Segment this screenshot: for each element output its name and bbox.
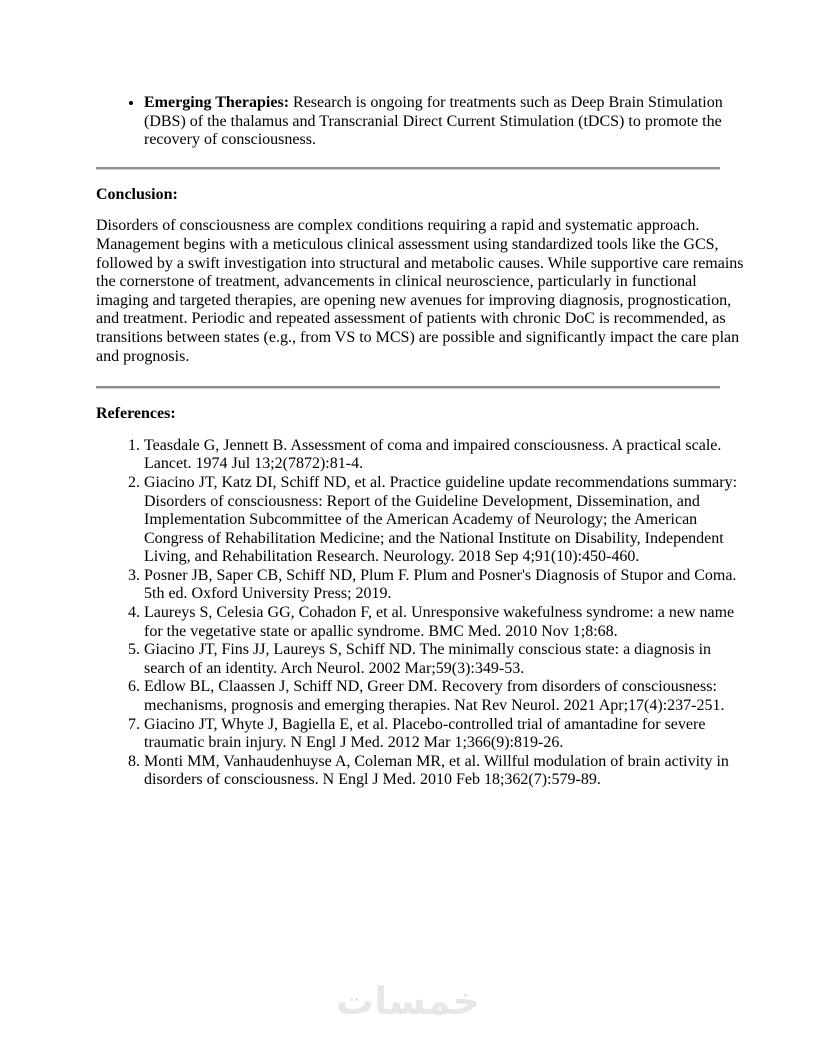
reference-item-4: 4. Laureys S, Celesia GG, Cohadon F, et al. Unresponsive wakefulness syndrome: a new name for the vegetative state or apallic syndrome. BMC Med. 2010 Nov 1;8:68. (144, 604, 744, 641)
bullet-item-label: Emerging Therapies: (144, 94, 290, 111)
emerging-therapies-bullet-list (96, 94, 744, 150)
references-heading: References: (96, 405, 176, 423)
reference-item-3: 3. Posner JB, Saper CB, Schiff ND, Plum F. Plum and Posner's Diagnosis of Stupor and Coma. 5th ed. Oxford University Press; 2019. (144, 567, 744, 604)
reference-item-2: 2. Giacino JT, Katz DI, Schiff ND, et al. Practice guideline update recommendations summary: Disorders of consciousness: Report of the Guideline Development, Dissemination, and Implementation Subcommittee of the American Academy of Neurology; the American Congress of Rehabilitation Medicine; and the National Institute on Disability, Independent Living, and Rehabilitation Research. Neurology. 2018 Sep 4;91(10):450-460. (144, 474, 744, 567)
reference-item-1: 1. Teasdale G, Jennett B. Assessment of coma and impaired consciousness. A practical scale. Lancet. 1974 Jul 13;2(7872):81-4. (144, 437, 744, 474)
reference-item-5: 5. Giacino JT, Fins JJ, Laureys S, Schiff ND. The minimally conscious state: a diagnosis in search of an identity. Arch Neurol. 2002 Mar;59(3):349-53. (144, 641, 744, 678)
khamsat-watermark: خمسات (336, 979, 480, 1023)
bullet-item-emerging-therapies (144, 94, 744, 150)
reference-item-6: 6. Edlow BL, Claassen J, Schiff ND, Greer DM. Recovery from disorders of consciousness: mechanisms, prognosis and emerging therapies. Nat Rev Neurol. 2021 Apr;17(4):237-251. (144, 678, 744, 715)
references-list (96, 437, 744, 790)
conclusion-paragraph: Disorders of consciousness are complex conditions requiring a rapid and systematic approach. Management begins with a meticulous clinical assessment using standardized tools like the GCS, followed by a swift investigation into structural and metabolic causes. While supportive care remains the cornerstone of treatment, advancements in clinical neuroscience, particularly in functional imaging and targeted therapies, are opening new avenues for improving diagnosis, prognostication, and treatment. Periodic and repeated assessment of patients with chronic DoC is recommended, as transitions between states (e.g., from VS to MCS) are possible and significantly impact the care plan and prognosis. (96, 217, 744, 365)
bullet-item-text: Research is ongoing for treatments such as Deep Brain Stimulation (DBS) of the thalamus and Transcranial Direct Current Stimulation (tDCS) to promote the recovery of consciousness. (144, 94, 723, 149)
conclusion-heading: Conclusion: (96, 185, 178, 203)
reference-item-7: 7. Giacino JT, Whyte J, Bagiella E, et al. Placebo-controlled trial of amantadine for severe traumatic brain injury. N Engl J Med. 2012 Mar 1;366(9):819-26. (144, 716, 744, 753)
section-divider-references (96, 386, 720, 389)
reference-item-8: 8. Monti MM, Vanhaudenhuyse A, Coleman MR, et al. Willful modulation of brain activity in disorders of consciousness. N Engl J Med. 2010 Feb 18;362(7):579-89. (144, 753, 744, 790)
section-divider-top (96, 167, 720, 170)
